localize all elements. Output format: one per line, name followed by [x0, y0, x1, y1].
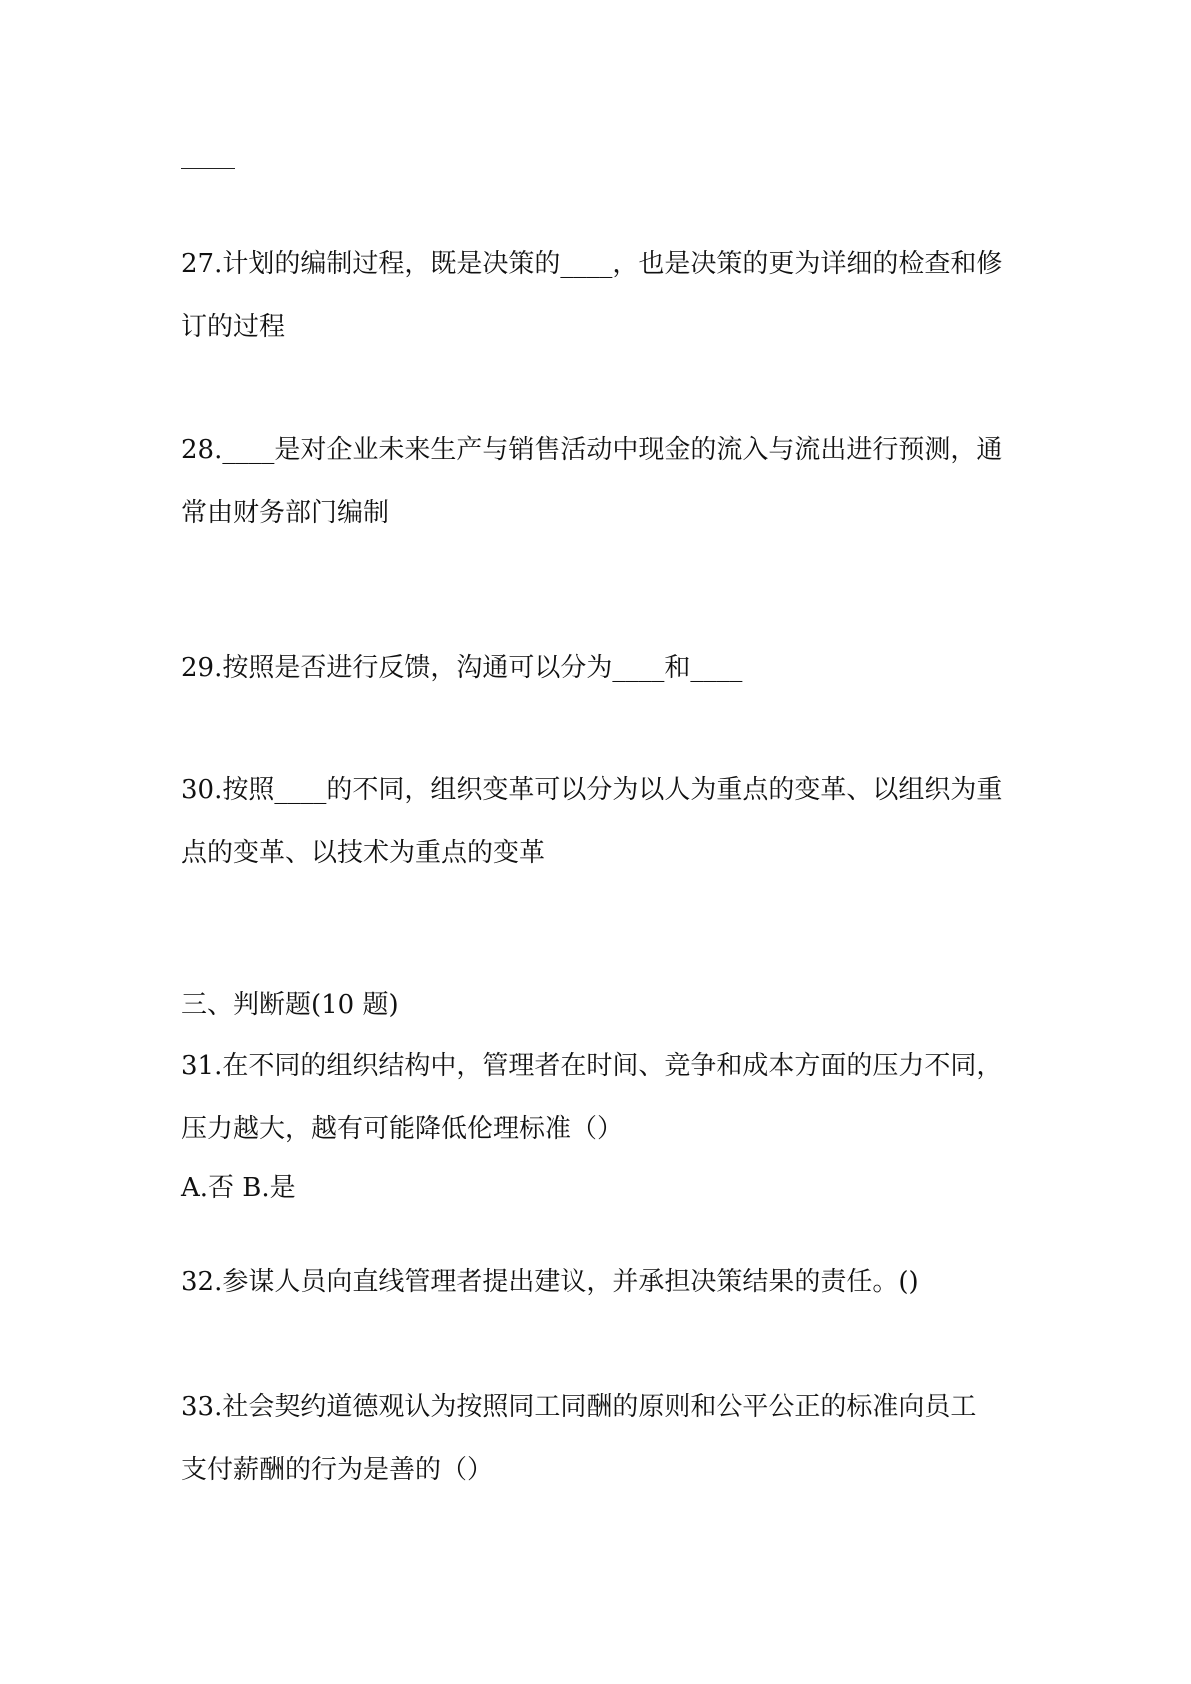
question-31-line-1: 31.在不同的组织结构中，管理者在时间、竞争和成本方面的压力不同， [181, 1051, 1003, 1081]
question-27-line-1: 27.计划的编制过程，既是决策的____，也是决策的更为详细的检查和修 [181, 249, 1003, 279]
top-blank-line [181, 168, 235, 169]
question-31-line-2: 压力越大，越有可能降低伦理标准（） [181, 1114, 624, 1144]
section-title: 三、判断题(10 题) [181, 990, 399, 1020]
question-30-line-2: 点的变革、以技术为重点的变革 [181, 838, 546, 868]
question-31-options: A.否 B.是 [181, 1173, 296, 1203]
question-33-line-1: 33.社会契约道德观认为按照同工同酬的原则和公平公正的标准向员工 [181, 1392, 977, 1422]
question-32-line-1: 32.参谋人员向直线管理者提出建议，并承担决策结果的责任。() [181, 1267, 919, 1297]
question-28-line-2: 常由财务部门编制 [181, 498, 390, 528]
question-33-line-2: 支付薪酬的行为是善的（） [181, 1455, 494, 1485]
question-27-line-2: 订的过程 [181, 312, 286, 342]
question-29-line-1: 29.按照是否进行反馈，沟通可以分为____和____ [181, 653, 743, 683]
question-30-line-1: 30.按照____的不同，组织变革可以分为以人为重点的变革、以组织为重 [181, 775, 1003, 805]
question-28-line-1: 28.____是对企业未来生产与销售活动中现金的流入与流出进行预测，通 [181, 435, 1003, 465]
